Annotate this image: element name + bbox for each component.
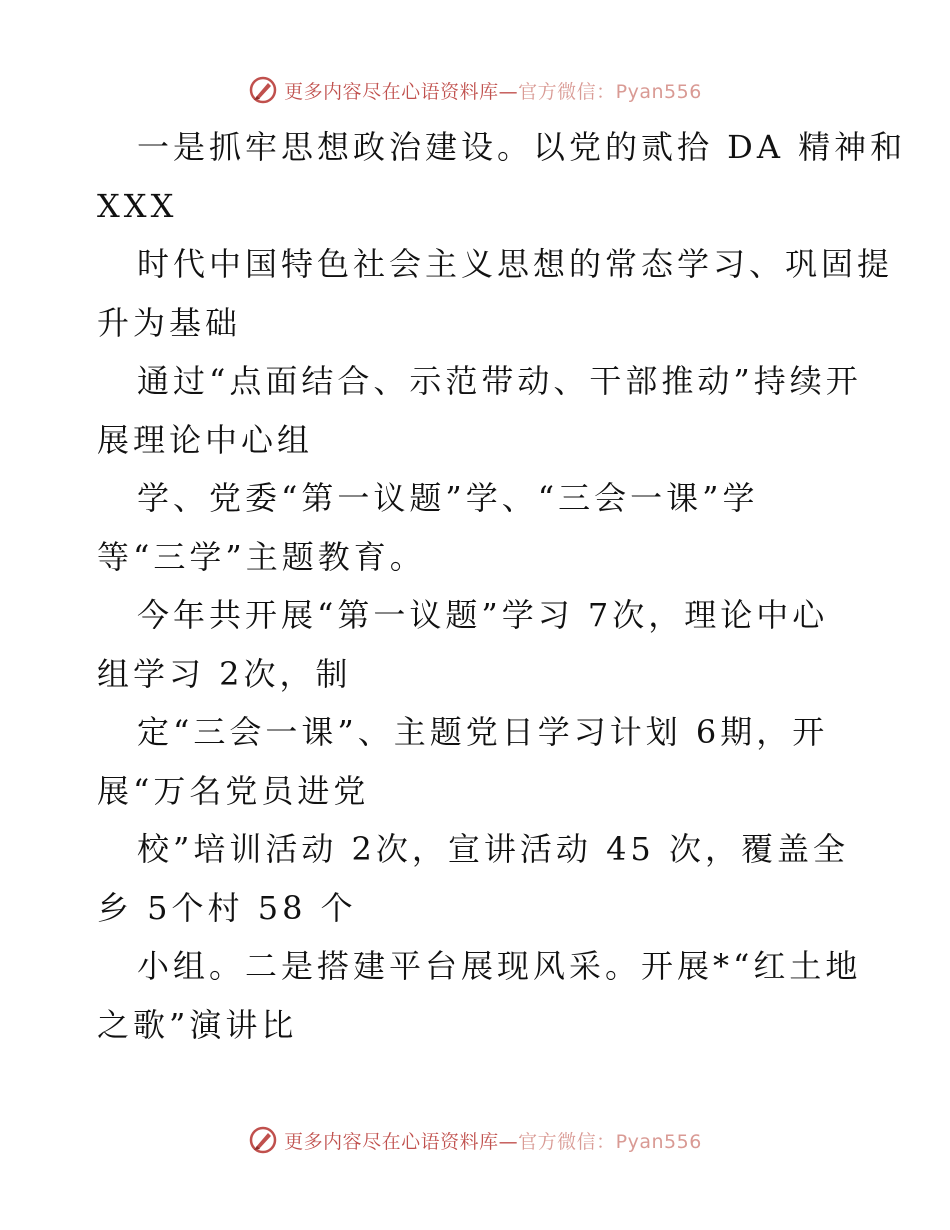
paragraph-line: 升为基础 [97, 303, 242, 342]
paragraph-line: 展理论中心组 [97, 420, 314, 459]
watermark-wechat-text: 官方微信：Pyan556 [518, 80, 702, 103]
paragraph-line: 展“万名党员进党 [97, 771, 370, 810]
paragraph-line: 学、党委“第一议题”学、“三会一课”学 [137, 479, 759, 517]
paragraph-line: 定“三会一课”、主题党日学习计划 6期，开 [137, 713, 829, 751]
watermark-separator: — [498, 80, 519, 103]
header-watermark [0, 70, 950, 110]
pen-logo-icon [248, 75, 278, 105]
paragraph-line: 时代中国特色社会主义思想的常态学习、巩固提 [137, 245, 894, 283]
paragraph-line: XXX [97, 186, 178, 225]
paragraph-line: 乡 5个村 58 个 [97, 888, 357, 927]
paragraph-line: 通过“点面结合、示范带动、干部推动”持续开 [137, 362, 862, 400]
paragraph-line: 等“三学”主题教育。 [97, 537, 426, 576]
paragraph-line: 今年共开展“第一议题”学习 7次，理论中心 [137, 596, 829, 634]
paragraph-line: 组学习 2次，制 [97, 654, 352, 693]
watermark-text [284, 1127, 702, 1154]
watermark-text [284, 77, 702, 104]
watermark-site-text: 更多内容尽在心语资料库 [284, 80, 499, 103]
paragraph-line: 一是抓牢思想政治建设。以党的贰拾 DA 精神和 [137, 128, 907, 166]
paragraph-line: 之歌”演讲比 [97, 1005, 298, 1044]
watermark-separator: — [498, 1130, 519, 1153]
paragraph-line: 小组。二是搭建平台展现风采。开展*“红土地 [137, 947, 862, 985]
pen-logo-icon [248, 1125, 278, 1155]
watermark-site-text: 更多内容尽在心语资料库 [284, 1130, 499, 1153]
footer-watermark [0, 1120, 950, 1160]
watermark-wechat-text: 官方微信：Pyan556 [518, 1130, 702, 1153]
document-body [97, 118, 907, 1054]
paragraph-line: 校”培训活动 2次，宣讲活动 45 次，覆盖全 [137, 830, 849, 868]
